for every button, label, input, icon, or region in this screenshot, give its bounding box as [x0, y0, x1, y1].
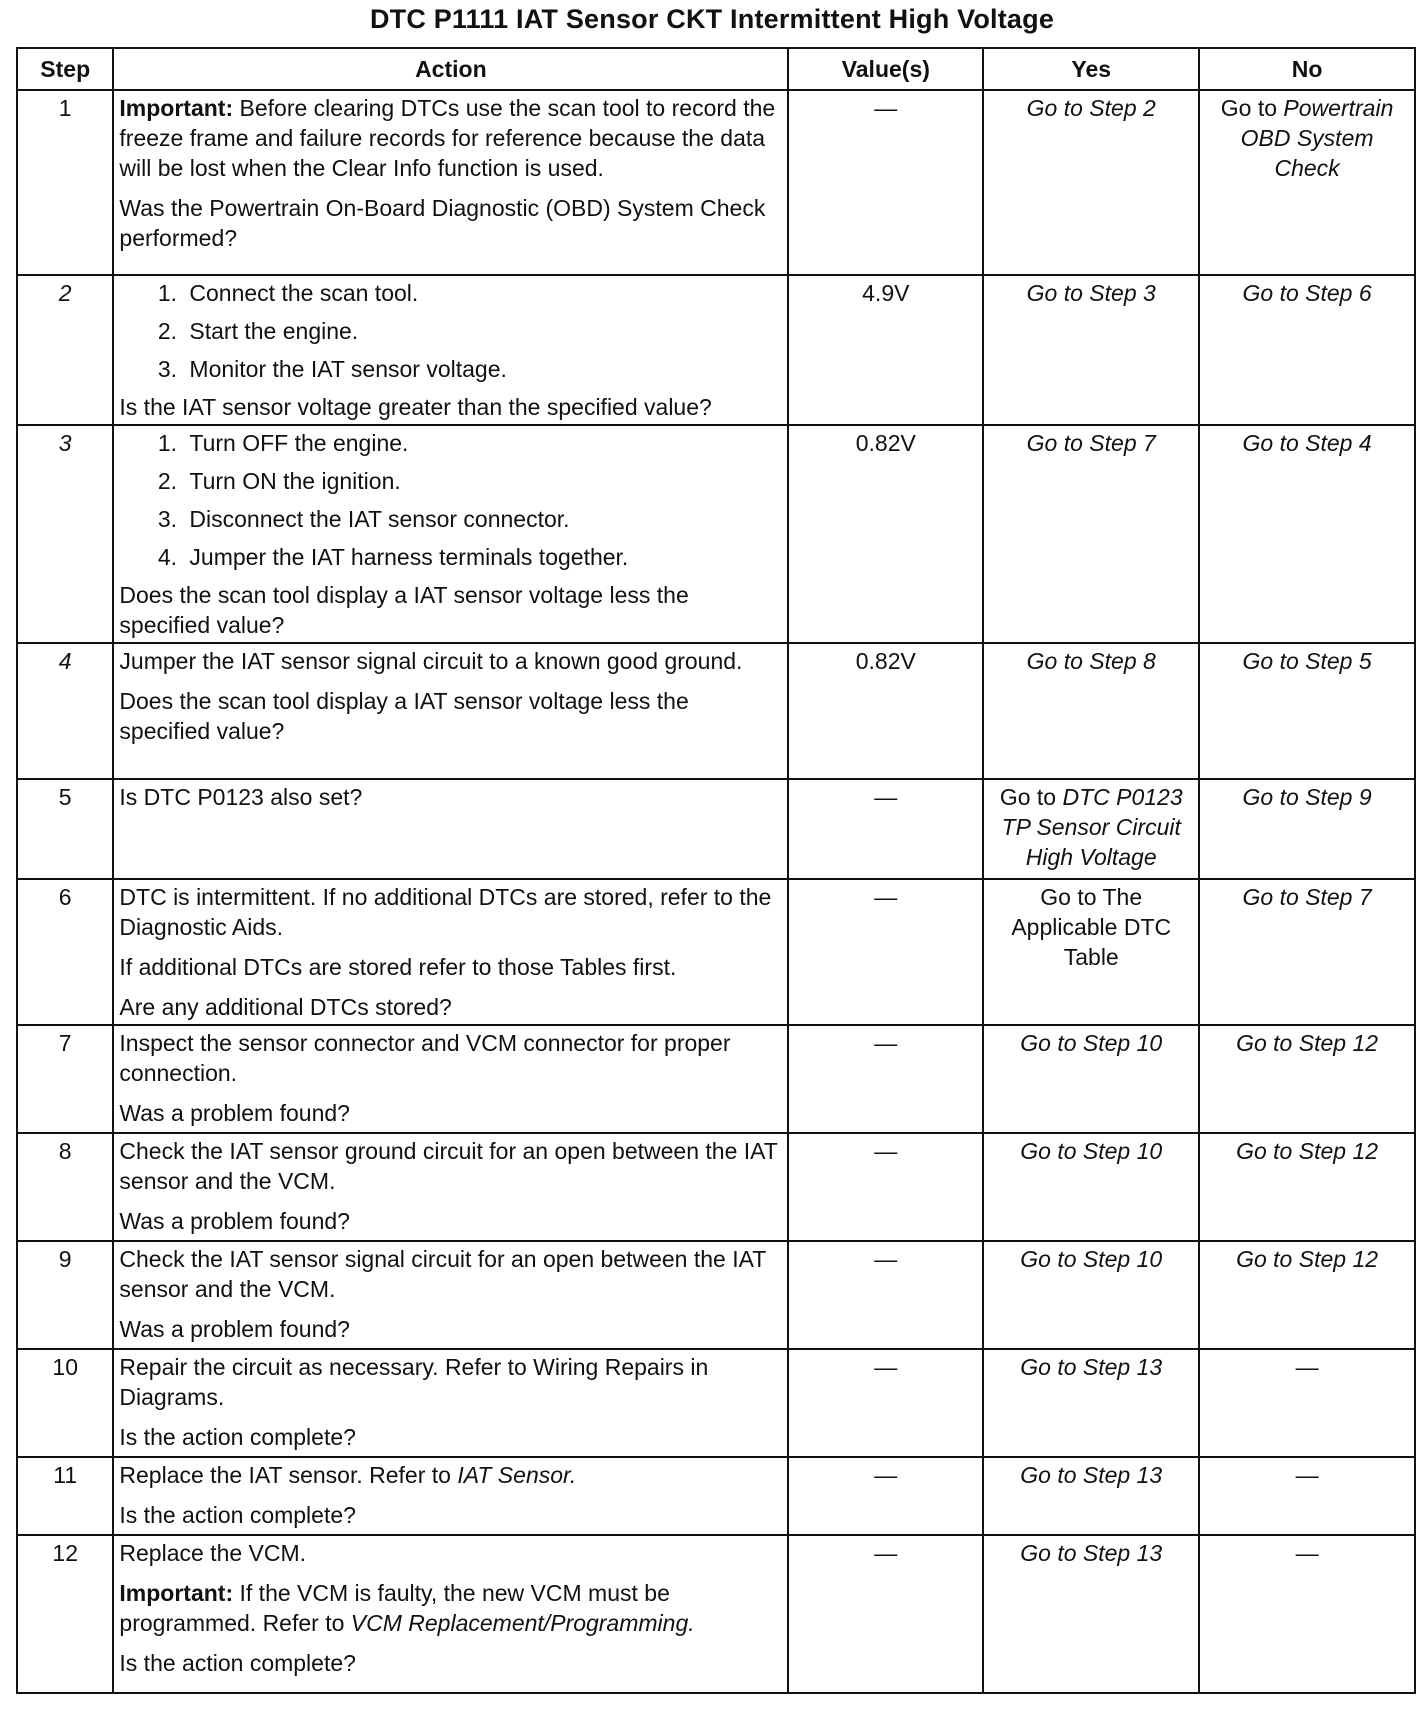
no-cell: —: [1199, 1457, 1415, 1535]
action-text-prefix: Replace the IAT sensor. Refer to: [119, 1462, 458, 1488]
value-cell: 0.82V: [788, 643, 983, 779]
table-row: [17, 879, 1415, 1025]
action-text: Replace the VCM.: [119, 1540, 307, 1566]
header-value: Value(s): [788, 48, 983, 90]
no-reference: Powertrain OBD System Check: [1240, 95, 1394, 181]
action-cell: [113, 779, 788, 879]
step-number: 3: [17, 425, 113, 643]
value-cell: 0.82V: [788, 425, 983, 643]
step-number: 9: [17, 1241, 113, 1349]
yes-cell: Go to Step 7: [983, 425, 1199, 643]
action-question: Was a problem found?: [119, 1100, 350, 1126]
action-text: Inspect the sensor connector and VCM connector for proper connection.: [119, 1030, 731, 1086]
yes-cell: Go to The Applicable DTC Table: [983, 879, 1199, 1025]
action-text: [119, 1460, 782, 1490]
action-cell: [113, 1133, 788, 1241]
table-header-row: [17, 48, 1415, 90]
value-cell: —: [788, 90, 983, 275]
yes-cell: Go to Step 13: [983, 1457, 1199, 1535]
action-text: Jumper the IAT sensor signal circuit to a known good ground.: [119, 648, 743, 674]
no-cell: —: [1199, 1535, 1415, 1693]
no-cell: [1199, 90, 1415, 275]
action-question: Does the scan tool display a IAT sensor voltage less the specified value?: [119, 688, 689, 744]
action-text: Check the IAT sensor ground circuit for an open between the IAT sensor and the VCM.: [119, 1138, 778, 1194]
action-question: Was a problem found?: [119, 1316, 350, 1342]
table-row: [17, 1025, 1415, 1133]
no-cell: Go to Step 7: [1199, 879, 1415, 1025]
yes-cell: Go to Step 3: [983, 275, 1199, 425]
header-no: No: [1199, 48, 1415, 90]
action-cell: [113, 1349, 788, 1457]
yes-reference: DTC P0123 TP Sensor Circuit High Voltage: [1001, 784, 1183, 870]
action-cell: [113, 1025, 788, 1133]
yes-cell: Go to Step 10: [983, 1025, 1199, 1133]
no-cell: Go to Step 4: [1199, 425, 1415, 643]
step-number: 6: [17, 879, 113, 1025]
no-cell: Go to Step 12: [1199, 1025, 1415, 1133]
table-row: [17, 1349, 1415, 1457]
action-question: Does the scan tool display a IAT sensor voltage less the specified value?: [119, 582, 689, 638]
action-question: Is the action complete?: [119, 1502, 356, 1528]
list-item: 1. Connect the scan tool.: [183, 278, 782, 308]
step-number: 7: [17, 1025, 113, 1133]
header-step: Step: [17, 48, 113, 90]
header-action: Action: [113, 48, 788, 90]
action-question: Is the action complete?: [119, 1424, 356, 1450]
yes-cell: Go to Step 2: [983, 90, 1199, 275]
action-list: [119, 428, 782, 572]
action-text: DTC is intermittent. If no additional DTCs are stored, refer to the Diagnostic Aids.: [119, 884, 772, 940]
table-row: [17, 275, 1415, 425]
action-cell: [113, 1457, 788, 1535]
list-item: 3. Monitor the IAT sensor voltage.: [183, 354, 782, 384]
no-cell: Go to Step 9: [1199, 779, 1415, 879]
value-cell: —: [788, 1349, 983, 1457]
step-number: 12: [17, 1535, 113, 1693]
action-cell: [113, 879, 788, 1025]
important-text: If the VCM is faulty, the new VCM must be programmed. Refer to: [119, 1580, 670, 1636]
table-row: [17, 425, 1415, 643]
action-question: Is the IAT sensor voltage greater than the specified value?: [119, 394, 712, 420]
diagnostic-table: [16, 47, 1416, 1694]
table-row: [17, 643, 1415, 779]
step-number: 10: [17, 1349, 113, 1457]
action-cell: [113, 643, 788, 779]
important-label: Important:: [119, 1580, 234, 1606]
action-cell: [113, 1535, 788, 1693]
action-cell: [113, 425, 788, 643]
step-number: 1: [17, 90, 113, 275]
action-reference: IAT Sensor.: [457, 1462, 577, 1488]
yes-cell: Go to Step 13: [983, 1349, 1199, 1457]
yes-cell: Go to Step 8: [983, 643, 1199, 779]
action-cell: [113, 1241, 788, 1349]
important-text: Before clearing DTCs use the scan tool to record the freeze frame and failure records for reference because the data will be lost when the Clear Info function is used.: [119, 95, 776, 181]
table-row: [17, 1241, 1415, 1349]
action-text-secondary: If additional DTCs are stored refer to those Tables first.: [119, 954, 677, 980]
action-list: [119, 278, 782, 384]
value-cell: —: [788, 779, 983, 879]
yes-cell: Go to Step 13: [983, 1535, 1199, 1693]
table-row: [17, 90, 1415, 275]
no-cell: —: [1199, 1349, 1415, 1457]
action-question: Was the Powertrain On-Board Diagnostic (OBD) System Check performed?: [119, 195, 766, 251]
no-cell: Go to Step 12: [1199, 1133, 1415, 1241]
action-cell: [113, 275, 788, 425]
action-question: Are any additional DTCs stored?: [119, 994, 452, 1020]
list-item: 2. Turn ON the ignition.: [183, 466, 782, 496]
value-cell: —: [788, 1133, 983, 1241]
value-cell: —: [788, 1457, 983, 1535]
table-row: [17, 779, 1415, 879]
step-number: 11: [17, 1457, 113, 1535]
important-note: [119, 1578, 782, 1638]
value-cell: —: [788, 1241, 983, 1349]
action-text: Repair the circuit as necessary. Refer to Wiring Repairs in Diagrams.: [119, 1354, 709, 1410]
no-prefix: Go to: [1220, 95, 1284, 121]
yes-cell: Go to Step 10: [983, 1241, 1199, 1349]
important-reference: VCM Replacement/Programming.: [350, 1610, 695, 1636]
step-number: 2: [17, 275, 113, 425]
list-item: 3. Disconnect the IAT sensor connector.: [183, 504, 782, 534]
yes-cell: [983, 779, 1199, 879]
header-yes: Yes: [983, 48, 1199, 90]
table-row: [17, 1457, 1415, 1535]
page-title: DTC P1111 IAT Sensor CKT Intermittent High Voltage: [369, 4, 1055, 34]
list-item: 4. Jumper the IAT harness terminals together.: [183, 542, 782, 572]
action-question: Is the action complete?: [119, 1650, 356, 1676]
no-cell: Go to Step 5: [1199, 643, 1415, 779]
list-item: 1. Turn OFF the engine.: [183, 428, 782, 458]
action-question: Was a problem found?: [119, 1208, 350, 1234]
value-cell: —: [788, 1025, 983, 1133]
table-row: [17, 1535, 1415, 1693]
action-cell: [113, 90, 788, 275]
table-row: [17, 1133, 1415, 1241]
value-cell: —: [788, 879, 983, 1025]
action-text: Check the IAT sensor signal circuit for an open between the IAT sensor and the VCM.: [119, 1246, 766, 1302]
step-number: 8: [17, 1133, 113, 1241]
important-label: Important:: [119, 95, 234, 121]
no-cell: Go to Step 12: [1199, 1241, 1415, 1349]
action-question: Is DTC P0123 also set?: [119, 784, 363, 810]
yes-cell: Go to Step 10: [983, 1133, 1199, 1241]
no-cell: Go to Step 6: [1199, 275, 1415, 425]
step-number: 4: [17, 643, 113, 779]
important-note: [119, 93, 782, 183]
step-number: 5: [17, 779, 113, 879]
list-item: 2. Start the engine.: [183, 316, 782, 346]
value-cell: —: [788, 1535, 983, 1693]
value-cell: 4.9V: [788, 275, 983, 425]
yes-prefix: Go to: [999, 784, 1063, 810]
